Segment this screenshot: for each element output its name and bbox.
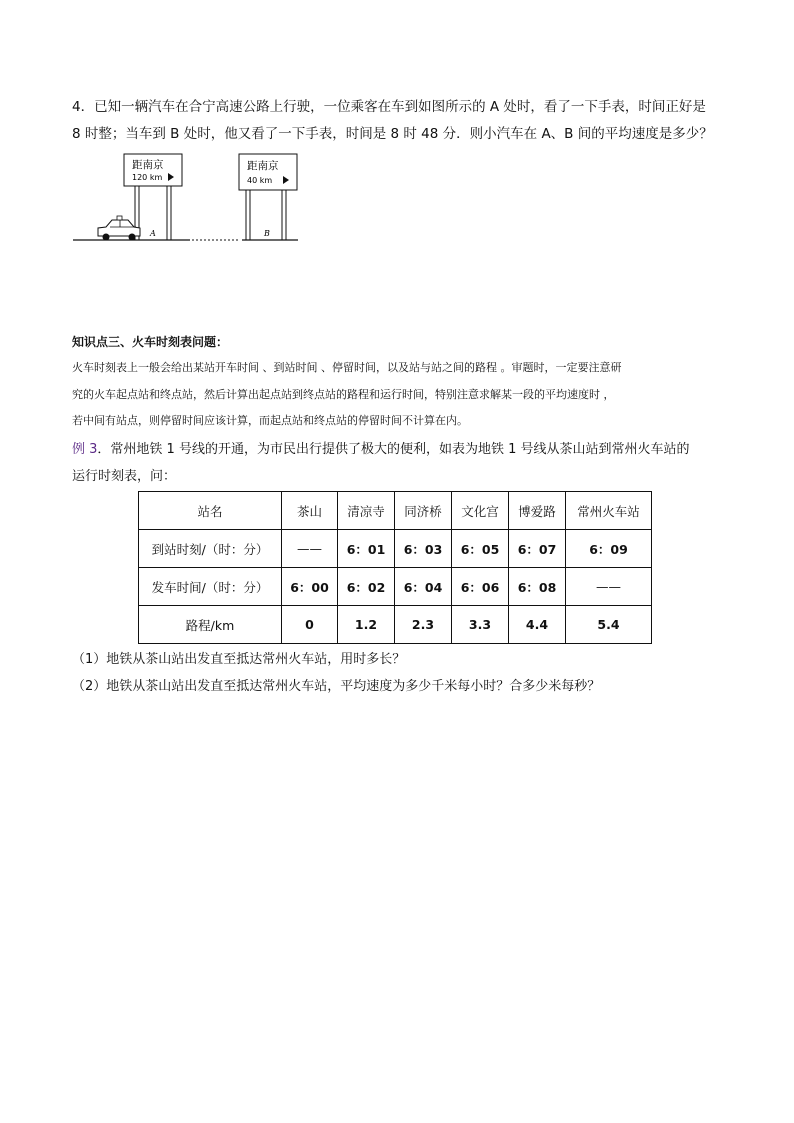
table-header-cell: 同济桥: [395, 492, 452, 530]
table-cell: 6：02: [338, 568, 395, 606]
point-a-label: A: [150, 229, 156, 238]
table-cell: 6：06: [452, 568, 509, 606]
section-paragraph-line-2: 究的火车起点站和终点站，然后计算出起点站到终点站的路程和运行时间，特别注意求解某一段的平均速度时 ，: [72, 388, 615, 401]
table-header-cell: 文化宫: [452, 492, 509, 530]
table-cell: 6：08: [509, 568, 566, 606]
table-row-label: 路程/km: [139, 606, 282, 644]
table-cell: 6：01: [338, 530, 395, 568]
table-cell: 6：07: [509, 530, 566, 568]
question-2: （2）地铁从茶山站出发直至抵达常州火车站，平均速度为多少千米每小时？合多少米每秒？: [72, 679, 601, 694]
table-row: [139, 530, 652, 568]
sign-a-distance: 120 km: [132, 173, 163, 182]
example-text: ．常州地铁 1 号线的开通，为市民出行提供了极大的便利，如表为地铁 1 号线从茶山站到常州火车站的: [97, 442, 690, 457]
table-header-cell: 站名: [139, 492, 282, 530]
problem-4-line-1: 4．已知一辆汽车在合宁高速公路上行驶，一位乘客在车到如图所示的 A 处时，看了一下手表，时间正好是: [72, 99, 706, 115]
problem-4-line-2: 8 时整；当车到 B 处时，他又看了一下手表，时间是 8 时 48 分．则小汽车在 A、B 间的平均速度是多少？: [72, 126, 713, 142]
table-cell: ——: [566, 568, 652, 606]
table-row-label: 发车时间/（时：分）: [139, 568, 282, 606]
point-b-label: B: [264, 229, 270, 238]
example-3-line-2: 运行时刻表，问：: [72, 469, 177, 484]
sign-b-title: 距南京: [247, 160, 279, 172]
subway-timetable: [138, 491, 652, 644]
table-cell: 0: [282, 606, 338, 644]
highway-signs-figure: [70, 148, 302, 248]
table-cell: 3.3: [452, 606, 509, 644]
sign-a-title: 距南京: [132, 159, 164, 171]
example-3-line-1: [72, 438, 689, 457]
section-paragraph-line-1: 火车时刻表上一般会给出某站开车时间 、到站时间 、停留时间，以及站与站之间的路程 。审题时，一定要注意研: [72, 361, 622, 374]
example-label: 例 3: [72, 442, 98, 457]
table-row: [139, 606, 652, 644]
table-cell: 4.4: [509, 606, 566, 644]
table-row: [139, 568, 652, 606]
table-cell: 6：09: [566, 530, 652, 568]
table-cell: 6：03: [395, 530, 452, 568]
section-title: 知识点三、火车时刻表问题：: [72, 335, 229, 349]
table-header-cell: 常州火车站: [566, 492, 652, 530]
table-row-label: 到站时刻/（时：分）: [139, 530, 282, 568]
table-cell: ——: [282, 530, 338, 568]
question-1: （1）地铁从茶山站出发直至抵达常州火车站，用时多长？: [72, 652, 406, 667]
table-header-cell: 清凉寺: [338, 492, 395, 530]
table-header-row: [139, 492, 652, 530]
car-icon: [98, 216, 140, 241]
section-paragraph-line-3: 若中间有站点，则停留时间应该计算，而起点站和终点站的停留时间不计算在内。: [72, 414, 468, 427]
table-cell: 6：04: [395, 568, 452, 606]
table-cell: 5.4: [566, 606, 652, 644]
table-header-cell: 博爱路: [509, 492, 566, 530]
table-cell: 2.3: [395, 606, 452, 644]
table-cell: 6：00: [282, 568, 338, 606]
table-header-cell: 茶山: [282, 492, 338, 530]
table-cell: 6：05: [452, 530, 509, 568]
table-cell: 1.2: [338, 606, 395, 644]
sign-b-distance: 40 km: [247, 176, 273, 185]
